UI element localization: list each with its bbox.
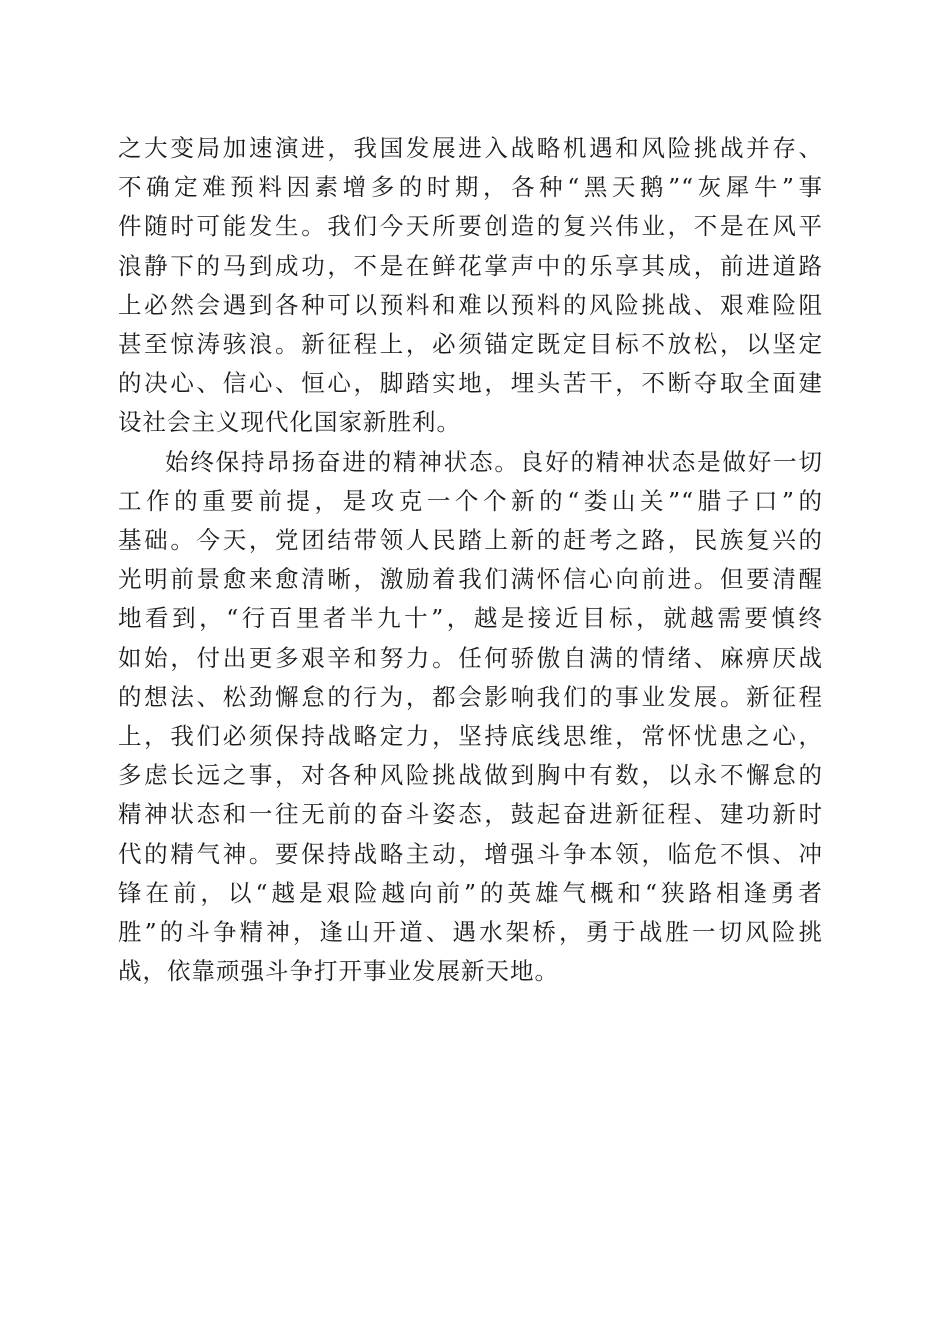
paragraph-line: 基础。今天，党团结带领人民踏上新的赶考之路，民族复兴的	[118, 526, 823, 555]
paragraph-line: 件随时可能发生。我们今天所要创造的复兴伟业，不是在风平	[118, 212, 823, 241]
document-body	[118, 129, 823, 991]
paragraph-line: 光明前景愈来愈清晰，激励着我们满怀信心向前进。但要清醒	[118, 565, 823, 594]
paragraph-line-indented: 始终保持昂扬奋进的精神状态。良好的精神状态是做好一切	[165, 447, 823, 476]
paragraph-1	[118, 129, 823, 443]
paragraph-line: 地看到，“行百里者半九十”，越是接近目标，就越需要慎终	[118, 604, 823, 633]
paragraph-line: 战，依靠顽强斗争打开事业发展新天地。	[118, 957, 559, 986]
paragraph-line: 上必然会遇到各种可以预料和难以预料的风险挑战、艰难险阻	[118, 290, 823, 319]
paragraph-line: 设社会主义现代化国家新胜利。	[118, 408, 461, 437]
paragraph-line: 工作的重要前提，是攻克一个个新的“娄山关”“腊子口”的	[118, 486, 823, 515]
paragraph-line: 胜”的斗争精神，逢山开道、遇水架桥，勇于战胜一切风险挑	[118, 918, 823, 947]
paragraph-line: 之大变局加速演进，我国发展进入战略机遇和风险挑战并存、	[118, 134, 823, 162]
paragraph-2	[118, 443, 823, 992]
paragraph-line: 的想法、松劲懈怠的行为，都会影响我们的事业发展。新征程	[118, 682, 823, 711]
paragraph-line: 的决心、信心、恒心，脚踏实地，埋头苦干，不断夺取全面建	[118, 369, 823, 398]
paragraph-line: 精神状态和一往无前的奋斗姿态，鼓起奋进新征程、建功新时	[118, 800, 823, 829]
paragraph-line: 多虑长远之事，对各种风险挑战做到胸中有数，以永不懈怠的	[118, 761, 823, 790]
paragraph-line: 代的精气神。要保持战略主动，增强斗争本领，临危不惧、冲	[118, 839, 823, 868]
paragraph-line: 上，我们必须保持战略定力，坚持底线思维，常怀忧患之心，	[118, 722, 823, 751]
paragraph-line: 浪静下的马到成功，不是在鲜花掌声中的乐享其成，前进道路	[118, 251, 823, 280]
paragraph-line: 锋在前，以“越是艰险越向前”的英雄气概和“狭路相逢勇者	[118, 878, 823, 907]
paragraph-line: 如始，付出更多艰辛和努力。任何骄傲自满的情绪、麻痹厌战	[118, 643, 823, 672]
paragraph-line: 不确定难预料因素增多的时期，各种“黑天鹅”“灰犀牛”事	[118, 173, 823, 202]
paragraph-line: 甚至惊涛骇浪。新征程上，必须锚定既定目标不放松，以坚定	[118, 330, 823, 359]
